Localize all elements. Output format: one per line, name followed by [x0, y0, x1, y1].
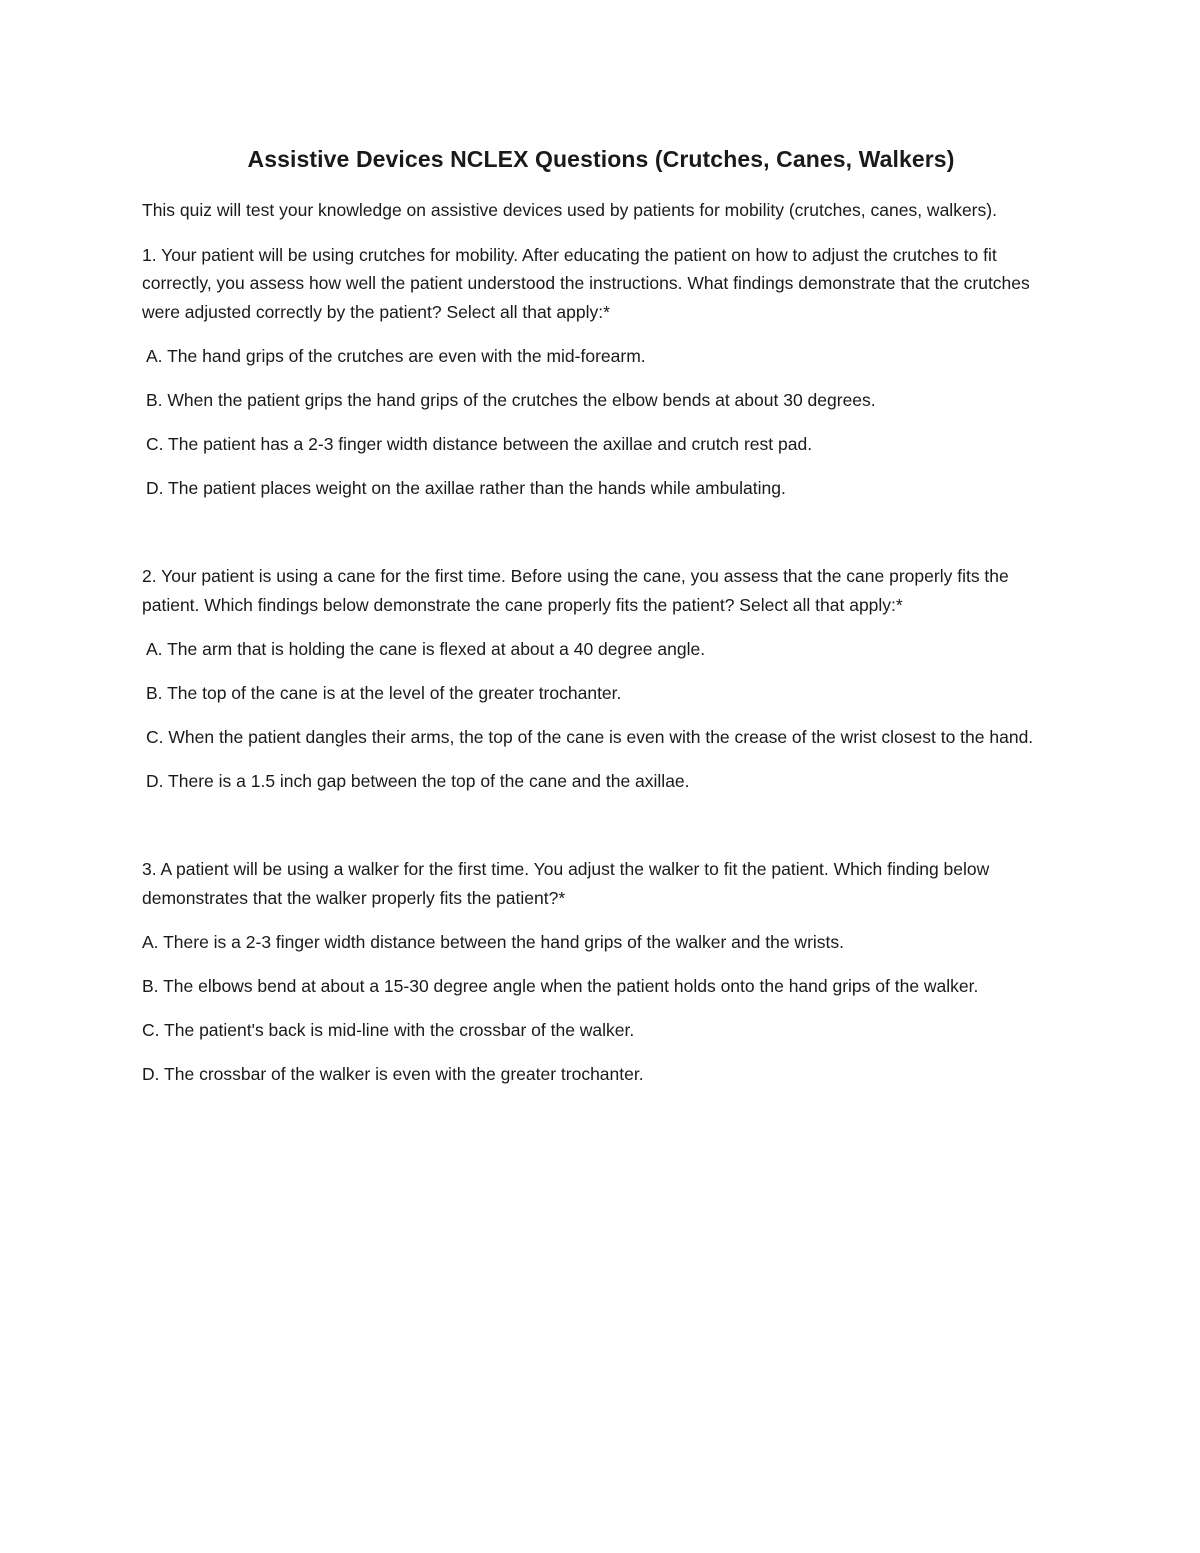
answer-option-c: C. The patient's back is mid-line with the crossbar of the walker.	[142, 1020, 635, 1040]
answer-option-d: D. The patient places weight on the axillae rather than the hands while ambulating.	[146, 478, 786, 498]
answer-option-a: A. The arm that is holding the cane is flexed at about a 40 degree angle.	[146, 639, 706, 659]
question-text: 1. Your patient will be using crutches for mobility. After educating the patient on how to adjust the crutches to fit correctly, you assess how well the patient understood the instructions. What findings demonstrate that the crutches were adjusted correctly by the patient? Select all that apply:*	[142, 244, 1030, 322]
answer-option-d: D. The crossbar of the walker is even with the greater trochanter.	[142, 1064, 644, 1084]
question-2	[142, 562, 1060, 796]
question-1	[142, 241, 1060, 503]
question-text: 3. A patient will be using a walker for the first time. You adjust the walker to fit the patient. Which finding below demonstrates that the walker properly fits the patient?*	[142, 859, 990, 908]
question-text: 2. Your patient is using a cane for the first time. Before using the cane, you assess that the cane properly fits the patient. Which findings below demonstrate the cane properly fits the patient? Select all that apply:*	[142, 566, 1009, 615]
spacer	[142, 518, 1060, 562]
question-3	[142, 855, 1060, 1089]
answer-option-b: B. When the patient grips the hand grips of the crutches the elbow bends at about 30 degrees.	[146, 390, 876, 410]
answer-option-a: A. There is a 2-3 finger width distance between the hand grips of the walker and the wrists.	[142, 932, 845, 952]
document-body	[142, 142, 1060, 1104]
document-title: Assistive Devices NCLEX Questions (Crutches, Canes, Walkers)	[247, 146, 955, 172]
answer-option-d: D. There is a 1.5 inch gap between the top of the cane and the axillae.	[146, 771, 690, 791]
intro-paragraph: This quiz will test your knowledge on assistive devices used by patients for mobility (crutches, canes, walkers).	[142, 200, 997, 220]
answer-option-c: C. When the patient dangles their arms, the top of the cane is even with the crease of the wrist closest to the hand.	[146, 727, 1034, 747]
answer-option-b: B. The top of the cane is at the level of the greater trochanter.	[146, 683, 622, 703]
answer-option-b: B. The elbows bend at about a 15-30 degree angle when the patient holds onto the hand grips of the walker.	[142, 976, 979, 996]
spacer	[142, 811, 1060, 855]
answer-option-c: C. The patient has a 2-3 finger width distance between the axillae and crutch rest pad.	[146, 434, 813, 454]
answer-option-a: A. The hand grips of the crutches are even with the mid-forearm.	[146, 346, 646, 366]
